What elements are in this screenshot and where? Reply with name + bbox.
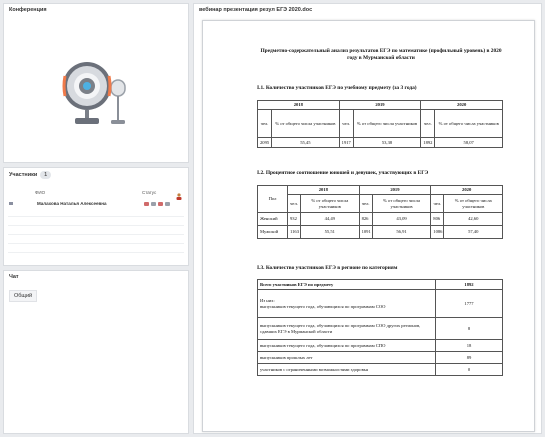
t2-cell: 56,91 [372, 226, 431, 239]
t3-value: 0 [436, 364, 503, 376]
t2-row [258, 213, 503, 226]
participants-header [4, 168, 188, 182]
t2-cell: 44,49 [301, 213, 360, 226]
participants-panel [3, 167, 189, 266]
t3-value: 1777 [436, 290, 503, 318]
participant-status [144, 202, 170, 206]
t3-label: выпускников текущего года, обучающихся по программам СОО других регионов, сдавших ЕГЭ в Мурманской области [258, 318, 436, 340]
t2-cell: 42,60 [444, 213, 503, 226]
column-status[interactable]: Статус [142, 190, 157, 195]
chat-tab-general[interactable]: Общий [9, 290, 37, 302]
t3-label: Всего участников ЕГЭ по предмету [258, 280, 436, 290]
t2-cell: 1091 [359, 226, 372, 239]
t2-year: 2018 [288, 186, 360, 195]
document-title: Предметно-содержательный анализ результатов ЕГЭ по математике (профильный уровень) в 2020 году в Мурманской области [260, 48, 502, 61]
participants-count-badge: 1 [40, 171, 51, 179]
t1-year: 2019 [339, 101, 421, 110]
section-2-heading: І.2. Процентное соотношение юношей и девушек, участвующих в ЕГЭ [257, 170, 429, 176]
t2-chel: чел. [288, 195, 301, 213]
t3-label: выпускников текущего года, обучающихся по программам СПО [258, 340, 436, 352]
t1-cell: 2095 [258, 138, 272, 148]
t2-cell: 43,09 [372, 213, 431, 226]
table-participants-by-year [257, 100, 503, 148]
t1-year: 2020 [421, 101, 503, 110]
t1-chel: чел. [421, 110, 435, 138]
t1-pct: % от общего числа участников [435, 110, 503, 138]
participant-handle-icon [9, 202, 13, 205]
document-panel-title: вебинар презентация резул ЕГЭ 2020.doc [199, 7, 313, 13]
t3-value: 1892 [436, 280, 503, 290]
t2-chel: чел. [431, 195, 444, 213]
conference-title: Конференция [9, 7, 47, 13]
t2-pct: % от общего числа участников [444, 195, 503, 213]
t1-cell: 58,07 [435, 138, 503, 148]
t2-pct: % от общего числа участников [372, 195, 431, 213]
t2-year: 2020 [431, 186, 503, 195]
t2-pct: % от общего числа участников [301, 195, 360, 213]
t2-cell: Женский [258, 213, 288, 226]
t2-year: 2019 [359, 186, 431, 195]
t1-cell: 53,38 [353, 138, 421, 148]
t2-cell: 1163 [288, 226, 301, 239]
t1-cell: 1917 [339, 138, 353, 148]
t2-cell: Мужской [258, 226, 288, 239]
chat-icon[interactable] [165, 202, 170, 206]
t3-label: Из них: выпускников текущего года, обучающихся по программам СОО [258, 290, 436, 318]
t2-pol: Пол [258, 186, 288, 213]
participant-name: Малахова Наталья Алексеевна [37, 201, 107, 206]
t3-value: 8 [436, 318, 503, 340]
t3-label: участников с ограниченными возможностями здоровья [258, 364, 436, 376]
t1-chel: чел. [339, 110, 353, 138]
t2-cell: 806 [431, 213, 444, 226]
t2-row [258, 226, 503, 239]
screen-icon[interactable] [158, 202, 163, 206]
participants-empty-rows [4, 216, 188, 253]
t2-cell: 1086 [431, 226, 444, 239]
t2-cell: 932 [288, 213, 301, 226]
document-page[interactable] [202, 20, 535, 432]
t1-pct: % от общего числа участников [353, 110, 421, 138]
table-categories [257, 279, 503, 376]
chat-panel [3, 270, 189, 434]
webcam-icon [59, 54, 134, 129]
t1-pct: % от общего числа участников [272, 110, 340, 138]
t2-chel: чел. [359, 195, 372, 213]
mic-off-icon[interactable] [144, 202, 149, 206]
column-fio[interactable]: ФИО [35, 190, 46, 195]
t1-year: 2018 [258, 101, 340, 110]
t2-cell: 55,51 [301, 226, 360, 239]
section-1-heading: І.1. Количество участников ЕГЭ по учебному предмету (за 3 года) [257, 85, 417, 91]
t1-cell: 1892 [421, 138, 435, 148]
participant-row[interactable] [4, 199, 188, 208]
t3-label: выпускников прошлых лет [258, 352, 436, 364]
t1-chel: чел. [258, 110, 272, 138]
participants-columns [4, 190, 188, 195]
camera-icon[interactable] [151, 202, 156, 206]
document-panel [193, 3, 542, 434]
table-gender-ratio [257, 185, 503, 239]
user-icon[interactable] [176, 193, 182, 200]
participants-title: Участники [9, 172, 38, 178]
section-3-heading: І.3. Количество участников ЕГЭ в регионе по категориям [257, 265, 398, 271]
t2-cell: 57,40 [444, 226, 503, 239]
t2-cell: 826 [359, 213, 372, 226]
t3-value: 18 [436, 340, 503, 352]
t1-cell: 55,45 [272, 138, 340, 148]
conference-panel [3, 3, 189, 163]
chat-title: Чат [9, 274, 19, 280]
t3-value: 89 [436, 352, 503, 364]
